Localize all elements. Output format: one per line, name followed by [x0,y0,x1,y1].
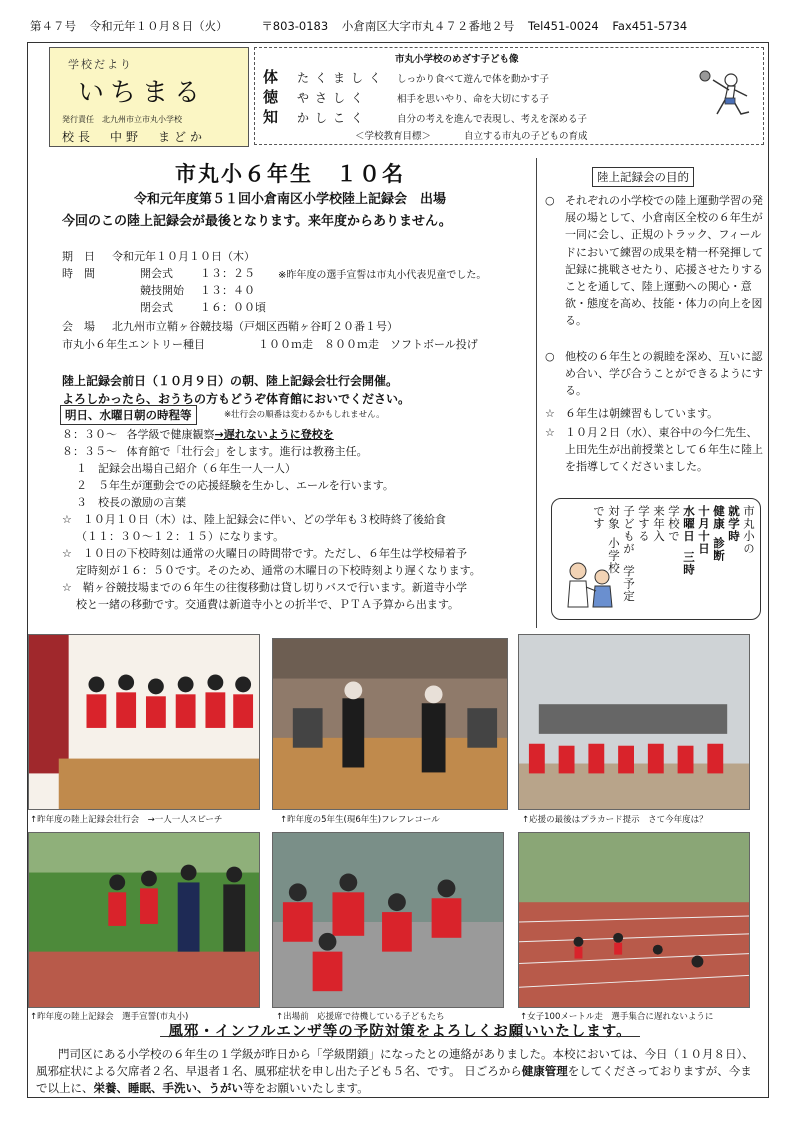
vertical-line: 小学校 [607,537,621,575]
article-subtitle: 令和元年度第５１回小倉南区小学校陸上記録会 出場 [133,192,446,207]
photo-rally-speech [28,634,260,810]
vertical-line: 市丸小の [742,505,756,555]
vertical-line: 診断 [712,537,726,562]
fax-number: Fax451-5734 [612,19,688,33]
goal-word: たくましく [297,71,388,85]
schedule-time: ８：３５～ [62,445,117,458]
purpose-item [545,405,765,422]
flu-notice-title: 風邪・インフルエンザ等の予防対策をよろしくお願いいたします。 [168,1023,632,1040]
photo-100m [518,832,750,1008]
purpose-text: それぞれの小学校での陸上運動学習の発展の場として、小倉南区全校の６年生が一同に会し、正規のトラック、フィールドにおいて練習の成果を精一杯発揮して記録に挑戦させたり、応援させたりすることを通して、陸上運動への関心・意欲・態度を高め、技能・体力の向上を図る。 [565,194,763,328]
school-address: 小倉南区大字市丸４７２番地２号 [341,19,515,33]
schedule-line: ３ 校長の激励の言葉 [76,496,186,509]
goal-row [263,86,549,107]
schedule-line [62,426,334,442]
goal-row [263,106,587,127]
goal-key: 知 [263,108,279,126]
doctor-illustration [560,557,618,615]
schedule-line [62,443,368,459]
article-title: 市丸小６年生 １０名 [175,161,405,186]
schedule-line: 定時刻が１６：５０です。そのため、通常の木曜日の下校時刻より遅くなります。 [76,564,481,577]
masthead-principal: 校長 中野 まどか [62,130,207,144]
bold-notice [62,372,532,408]
vertical-line: 学校で [667,505,681,543]
photo-oath [28,832,260,1008]
masthead-label: 学校だより [68,58,133,71]
photo-caption: ↑昨年度の5年生(現6年生)フレフレコール [280,815,440,825]
goals-footer-text: 自立する市丸の子どもの育成 [464,131,588,142]
article-note: 今回のこの陸上記録会が最後となります。来年度からありません。 [62,214,452,229]
photo-caption: ↑出場前 応援席で待機している子どもたち [276,1012,445,1022]
entry-label: 市丸小６年生エントリー種目 [62,338,205,351]
photo-caption: ↑昨年度の陸上記録会壮行会 →一人一人スピーチ [30,815,223,825]
masthead [49,47,249,147]
issue-number: 第４７号 [30,19,76,33]
vertical-line: 学予定 [622,565,636,603]
purpose-mark: ○ [545,350,555,363]
purpose-item [545,192,765,330]
health-check-box [551,498,761,620]
goal-word: やさしく [297,91,370,105]
school-goals-box [254,47,764,145]
photo-caption: ↑女子100メートル走 選手集合に遅れないように [520,1012,714,1022]
purpose-mark: ☆ [545,407,555,420]
schedule-line: ☆ １０日の下校時刻は通常の火曜日の時間帯です。ただし、６年生は学校帰着予 [62,547,467,560]
notice-emphasis: 栄養、睡眠、手洗い、うがい [93,1081,243,1095]
closing-label: 閉会式 [140,301,173,314]
purpose-title: 陸上記録会の目的 [592,167,694,187]
goal-desc: しっかり食べて遊んで体を動かす子 [397,74,550,85]
vertical-line: 対象 [607,505,621,530]
photo-caption: ↑応援の最後はプラカード提示 さて今年度は？ [522,815,708,825]
closing-time: １６：００頃 [200,301,266,314]
vertical-line: 十月十日 [697,505,711,555]
goal-row [263,66,549,87]
schedule-line: ☆ 鞘ヶ谷競技場までの６年生の往復移動は貸し切りバスで行います。新道寺小学 [62,581,467,594]
opening-note: ※昨年度の選手宣誓は市丸小代表児童でした。 [278,270,487,281]
header-line [30,18,697,34]
start-time: １３：４０ [200,284,255,297]
notice-text: 等をお願いいたします。 [243,1081,369,1095]
schedule-line: （１１：３０～１２：１５）になります。 [76,530,285,543]
purpose-item [545,348,765,400]
opening-time: １３：２５ [200,267,255,280]
goal-key: 徳 [263,88,279,106]
vertical-line: 就学時 [727,505,741,543]
photo-caption: ↑昨年度の陸上記録会 選手宣誓(市丸小) [30,1012,189,1022]
newsletter-name: いちまる [78,78,207,108]
vertical-line: 健康 [712,505,726,530]
purpose-item [545,424,765,476]
goals-footer [355,128,588,142]
tel-number: Tel451-0024 [528,19,599,33]
vertical-line: 学する [637,505,651,543]
postal-code: 〒803-0183 [261,19,329,33]
notice-line: よろしかったら、おうちの方もどうぞ体育館においでください。 [62,392,411,406]
notice-line: 陸上記録会前日（１０月９日）の朝、陸上記録会壮行会開催。 [62,374,399,388]
flu-notice-text [36,1046,762,1097]
title-underline [160,1036,640,1037]
vertical-line: です [592,505,606,530]
goal-desc: 相手を思いやり、命を大切にする子 [397,94,550,105]
photo-placard [518,634,750,810]
column-divider [536,158,537,628]
goals-title: 市丸小学校のめざす子ども像 [395,54,519,65]
vertical-line: 水曜日 [682,505,696,543]
notice-emphasis: 健康管理 [521,1064,568,1078]
detail-date-label: 期 日 [62,250,95,263]
purpose-mark: ○ [545,194,555,207]
schedule-line: 校と一緒の移動です。交通費は新道寺小との折半で、ＰＴＡ予算から出ます。 [76,598,460,611]
detail-time-label: 時 間 [62,267,95,280]
notice-text: をしてくださっておりますが、今まで以上に、 [36,1064,752,1095]
schedule-text: 体育館で「壮行会」をします。進行は教務主任。 [126,445,368,458]
start-label: 競技開始 [140,284,184,297]
schedule-note: ※壮行会の順番は変わるかもしれません。 [224,410,385,420]
schedule-title: 明日、水曜日朝の時程等 [60,405,197,425]
opening-label: 開会式 [140,267,173,280]
goal-key: 体 [263,68,279,86]
photo-waiting [272,832,504,1008]
issue-date: 令和元年１０月８日（火） [89,19,228,33]
goal-word: かしこく [297,111,370,125]
masthead-issuer: 発行責任 北九州市立市丸小学校 [62,115,182,124]
schedule-line: ２ ５年生が運動会での応援経験を生かし、エールを行います。 [76,479,394,492]
runner-illustration [695,64,757,126]
schedule-line: １ 記録会出場自己紹介（６年生一人一人） [76,462,296,475]
schedule-line: ☆ １０月１０日（木）は、陸上記録会に伴い、どの学年も３校時終了後給食 [62,513,446,526]
vertical-line: 来年入 [652,505,666,543]
detail-date-value: 令和元年１０月１０日（木） [112,250,255,263]
notice-text: 門司区にある小学校の６年生の１学級が昨日から「学級閉鎖」になったとの連絡がありました。本校においては、今日（１０月８日）、風邪症状による欠席者２名、早退者１名、風邪症状を申し出た子ども５名、です。 日ごろから [36,1047,754,1078]
schedule-text: 各学級で健康観察 [126,428,215,441]
purpose-mark: ☆ [545,426,555,439]
purpose-text: ６年生は朝練習もしています。 [565,407,719,420]
photo-cheer-call [272,638,508,810]
purpose-text: １０月２日（水）、東谷中の今仁先生、上田先生が出前授業として６年生に陸上を指導してくださいました。 [565,426,763,474]
purpose-text: 他校の６年生との親睦を深め、互いに認め合い、学び合うことができるようにする。 [565,350,763,398]
vertical-line: 子どもが [622,505,636,555]
entry-value: １００ｍ走 ８００ｍ走 ソフトボール投げ [258,338,478,351]
goals-footer-label: ＜学校教育目標＞ [355,131,432,142]
schedule-time: ８：３０～ [62,428,117,441]
venue-value: 北九州市立鞘ヶ谷競技場（戸畑区西鞘ヶ谷町２０番１号） [112,320,398,333]
vertical-line: 三時 [682,551,696,576]
venue-label: 会 場 [62,320,95,333]
goal-desc: 自分の考えを進んで表現し、考えを深める子 [397,114,588,125]
health-check-text [558,505,756,615]
schedule-emphasis: →遅れないように登校を [214,428,334,441]
